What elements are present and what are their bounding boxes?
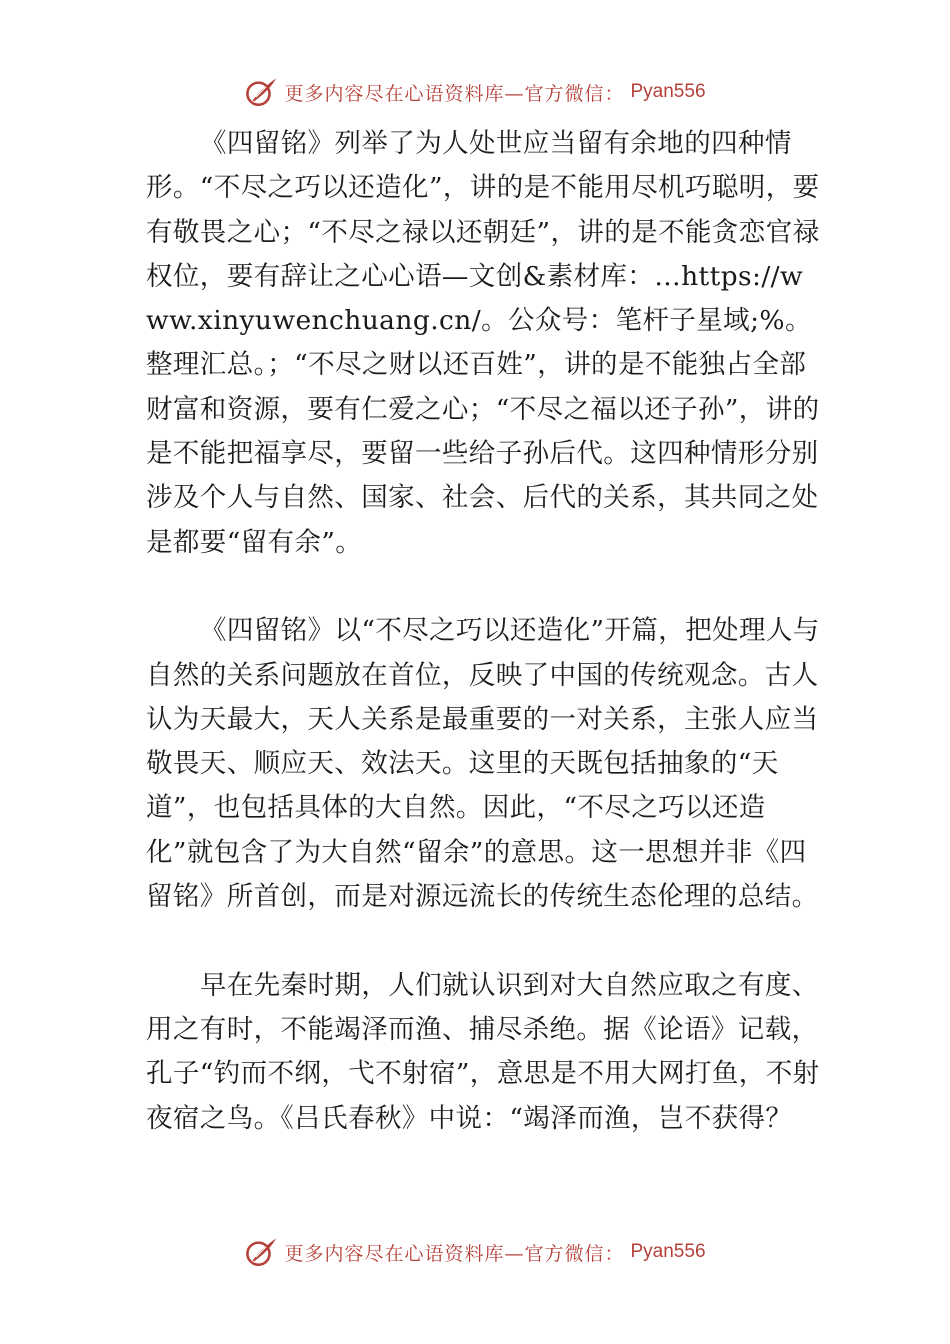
footer-banner-text: 更多内容尽在心语资料库—官方微信： [284, 1242, 625, 1265]
header-wechat-id: Pyan556 [630, 81, 706, 102]
paragraph-2: 《四留铭》以“不尽之巧以还造化”开篇，把处理人与自然的关系问题放在首位，反映了中国的传统观念。古人认为天最大，天人关系是最重要的一对关系，主张人应当敬畏天、顺应天、效法天。这里的天既包括抽象的“天道”，也包括具体的大自然。因此，“不尽之巧以还造化”就包含了为大自然“留余”的意思。这一思想并非《四留铭》所首创，而是对源远流长的传统生态伦理的总结。 [146, 615, 820, 913]
quill-pen-logo-icon [244, 75, 278, 109]
header-banner-text: 更多内容尽在心语资料库—官方微信： [284, 82, 625, 105]
document-body [146, 122, 826, 1141]
paragraph-1: 《四留铭》列举了为人处世应当留有余地的四种情形。“不尽之巧以还造化”，讲的是不能用尽机巧聪明，要有敬畏之心；“不尽之禄以还朝廷”，讲的是不能贪恋官禄权位，要有辞让之心心语—文创&素材库：…https://www.xinyuwenchuang.cn/。公众号：笔杆子星域;%。整理汇总。；“不尽之财以还百姓”，讲的是不能独占全部财富和资源，要有仁爱之心；“不尽之福以还子孙”，讲的是不能把福享尽，要留一些给子孙后代。这四种情形分别涉及个人与自然、国家、社会、后代的关系，其共同之处是都要“留有余”。 [146, 128, 820, 558]
header-banner [0, 72, 950, 112]
quill-pen-logo-icon [244, 1235, 278, 1269]
footer-banner [0, 1232, 950, 1272]
footer-wechat-id: Pyan556 [630, 1241, 706, 1262]
paragraph-3: 早在先秦时期，人们就认识到对大自然应取之有度、用之有时，不能竭泽而渔、捕尽杀绝。据《论语》记载，孔子“钓而不纲，弋不射宿”，意思是不用大网打鱼，不射夜宿之鸟。《吕氏春秋》中说：“竭泽而渔，岂不获得？ [146, 969, 820, 1134]
